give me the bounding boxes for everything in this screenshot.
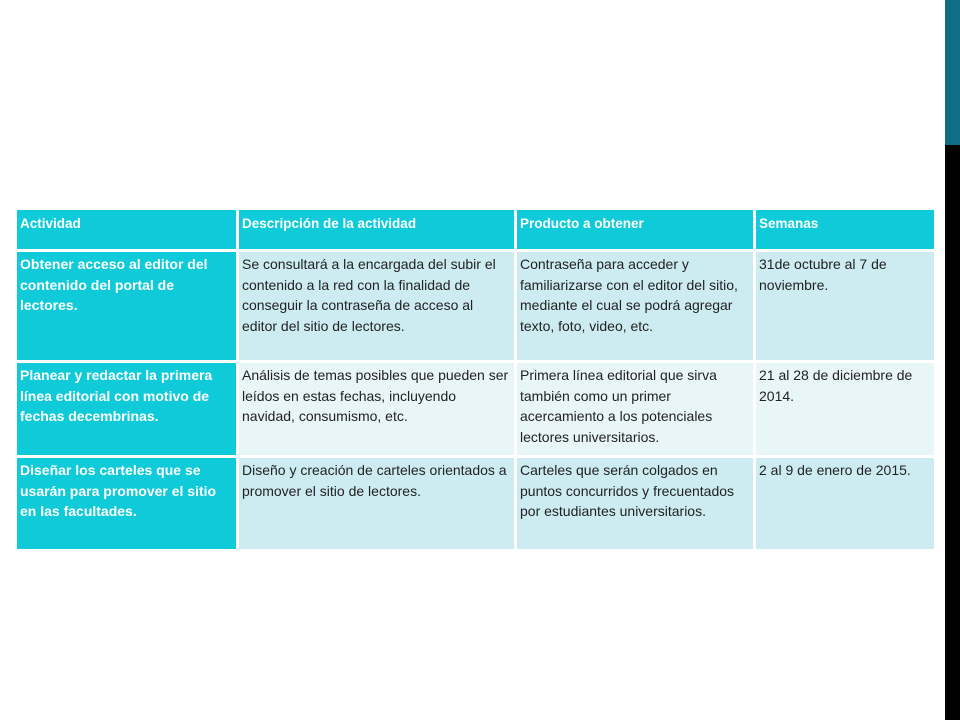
activity-cell: Diseñar los carteles que se usarán para promover el sitio en las facultades. xyxy=(17,458,236,549)
product-cell: Carteles que serán colgados en puntos concurridos y frecuentados por estudiantes universitarios. xyxy=(517,458,753,549)
header-actividad: Actividad xyxy=(17,210,236,249)
product-cell: Contraseña para acceder y familiarizarse con el editor del sitio, mediante el cual se podrá agregar texto, foto, video, etc. xyxy=(517,252,753,360)
weeks-cell: 2 al 9 de enero de 2015. xyxy=(756,458,934,549)
side-bar xyxy=(945,0,960,720)
weeks-cell: 31de octubre al 7 de noviembre. xyxy=(756,252,934,360)
description-cell: Análisis de temas posibles que pueden ser leídos en estas fechas, incluyendo navidad, consumismo, etc. xyxy=(239,363,514,455)
side-bar-accent xyxy=(945,0,960,145)
activity-table xyxy=(14,207,937,552)
table-header-row xyxy=(17,210,934,249)
header-producto: Producto a obtener xyxy=(517,210,753,249)
table-row xyxy=(17,458,934,549)
activity-cell: Obtener acceso al editor del contenido del portal de lectores. xyxy=(17,252,236,360)
weeks-cell: 21 al 28 de diciembre de 2014. xyxy=(756,363,934,455)
description-cell: Diseño y creación de carteles orientados a promover el sitio de lectores. xyxy=(239,458,514,549)
header-descripcion: Descripción de la actividad xyxy=(239,210,514,249)
description-cell: Se consultará a la encargada del subir el contenido a la red con la finalidad de conseguir la contraseña de acceso al editor del sitio de lectores. xyxy=(239,252,514,360)
product-cell: Primera línea editorial que sirva también como un primer acercamiento a los potenciales lectores universitarios. xyxy=(517,363,753,455)
table-row xyxy=(17,252,934,360)
header-semanas: Semanas xyxy=(756,210,934,249)
activity-cell: Planear y redactar la primera línea editorial con motivo de fechas decembrinas. xyxy=(17,363,236,455)
table-row xyxy=(17,363,934,455)
